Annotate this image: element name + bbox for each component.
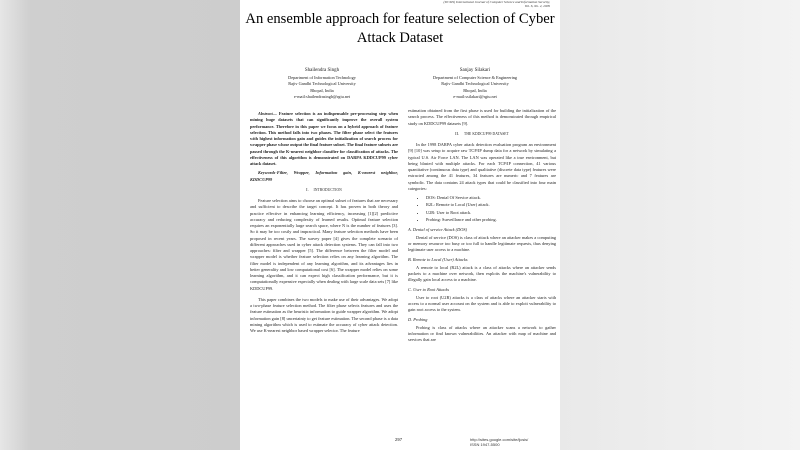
author-department: Department of Information Technology [288, 75, 356, 80]
author-block-1 [252, 67, 392, 100]
abstract-text: Feature selection is an indispensable pre-processing step when mining huge datasets that can significantly improve the overall system performance. Therefore in this paper we focus on a hybrid approach of feature selection. This method falls into two phases. The filter phase select the features with highest information gain and guides the initialization of search process for wrapper phase whose output the final feature subset. The final feature subsets are passed through the K-nearest neighbor classifier for classification of attacks. The effectiveness of this algorithm is demonstrated on DARPA KDDCUP99 cyber attack dataset. [250, 111, 399, 166]
attack-categories-list [408, 195, 556, 224]
paper-title: An ensemble approach for feature selection of Cyber Attack Dataset [245, 11, 555, 46]
list-item: • U2R: User to Root attack. [426, 210, 556, 216]
list-item: • R2L: Remote to Local (User) attack. [426, 202, 556, 208]
author-email: e-mail:shailendrasingh@rgtu.net [293, 93, 351, 99]
paragraph: In the 1998 DARPA cyber attack detection evaluation program an environment [9] [10] was setup to acquire raw TCP/IP dump data for a network by simulating a typical U.S. Air Force LAN. The LAN was operated like a true environment, but being blasted with multiple attacks. For each TCP/IP connection, 41 various quantitative (continuous data type) and qualitative (discrete data type) features were extracted among the 41 features, 34 features are numeric and 7 features are symbolic. The data contains 24 attack types that could be classified into four main categories: [408, 142, 556, 191]
paragraph: Feature selection aims to choose an optimal subset of features that are necessary and sufficient to describe the target concept. It has proven in both theory and practice effective in enhancing learning efficiency, increasing [1][2] predictive accuracy and reducing complexity of learned results. Optimal feature selection requires an exponentially large search space, where N is the number of features [3]. So it may be too costly and impractical. Many feature selection methods have been proposed in recent years. The survey paper [4] gives the complete scenario of different approaches used in cyber attack detection systems. They can fall into two approaches: filter and wrapper [5]. The difference between the filter model and wrapper model is whether feature selection relies on any learning algorithm. The filter model is independent of any learning algorithm, and its advantages lies in better generality and low computational cost [6]. The wrapper model relies on some learning algorithm, and it can expect high classification performance, but it is computationally expensive especially when dealing with large scale data sets [7] like KDDCUP99. [250, 198, 398, 291]
abstract [250, 111, 398, 167]
list-item: • Probing: Surveillance and other probing. [426, 217, 556, 223]
footer-links [470, 437, 528, 447]
list-item: • DOS: Denial Of Service attack. [426, 195, 556, 201]
author-block-2 [405, 67, 545, 100]
author-email: e-mail:ssilakari@rgtu.net [453, 93, 497, 99]
footer-url[interactable]: http://sites.google.com/site/ijcsis/ [470, 437, 529, 442]
paragraph: A remote to local (R2L) attack is a class of attacks where an attacker sends packets to a machine over network, then exploits the machine's vulnerability to illegally gain local access to a machine. [408, 264, 556, 283]
author-name: Shailendra Singh [304, 68, 340, 73]
right-column [408, 108, 556, 347]
left-column [250, 111, 398, 337]
paragraph: This paper combines the two models to make use of their advantages. We adopt a two-phase feature selection method. The filter phase selects features and uses the feature estimation as the heuristic information to guide wrapper algorithm. We adopt information gain [8] uncertainty to get feature estimation. The second phase is a data mining algorithm which is used to estimate the accuracy of cyber attack detection. We use K-nearest neighbor based wrapper selector. The feature [250, 296, 398, 333]
subsection-heading: B. Remote to Local (User) Attacks [408, 256, 468, 262]
paragraph: Probing is class of attacks where an attacker scans a network to gather information or find known vulnerabilities. An attacker with map of machine and services that are [408, 324, 556, 343]
journal-volume: Vol. 6, No. 2, 2009 [524, 4, 550, 8]
author-city: Bhopal, India [463, 87, 487, 93]
abstract-label: Abstract— [258, 111, 277, 116]
author-department: Department of Computer Science & Engineering [432, 75, 518, 80]
section-number: I. [306, 186, 309, 192]
section-number: II. [455, 130, 460, 136]
author-name: Sanjay Silakari [459, 68, 491, 73]
paper-page [240, 0, 560, 450]
author-university: Rajiv Gandhi Technological University [288, 81, 356, 87]
subsection-heading: C. User to Root Attacks [408, 286, 450, 292]
paragraph: User to root (U2R) attacks is a class of attacks where an attacker starts with access to a normal user account on the system and is able to exploit vulnerability to gain root access to the system. [408, 294, 556, 313]
author-university: Rajiv Gandhi Technological University [441, 81, 509, 87]
section-title: THE KDDCUP99 DATASET [464, 131, 509, 136]
subsection-heading: D. Probing [408, 316, 428, 322]
subsection-heading: A. Denial of service Attack (DOS) [408, 226, 468, 232]
page-number: 297 [395, 437, 403, 442]
footer-issn: ISSN 1947-5500 [470, 442, 500, 447]
paragraph: Denial of service (DOS) is class of attack where an attacker makes a computing or memory resource too busy or too full to handle legitimate requests, thus denying legitimate user access to a machine. [408, 234, 556, 253]
paragraph: estimation obtained from the first phase is used for building the initialization of the search process. The effectiveness of this method is demonstrated through empirical study on KDDCUP99 datasets [9]. [408, 108, 556, 126]
journal-name: (IJCSIS) International Journal of Computer Science and Information Security, [443, 0, 550, 4]
section-title: INTRODUCTION [313, 187, 342, 192]
keywords: Keywords-Filter, Wrapper, Information gain, K-nearest neighbor, KDDCUP99 [250, 170, 398, 182]
section-heading-dataset [408, 131, 556, 137]
author-city: Bhopal, India [310, 87, 334, 93]
section-heading-introduction [250, 187, 398, 193]
journal-header [330, 0, 550, 8]
